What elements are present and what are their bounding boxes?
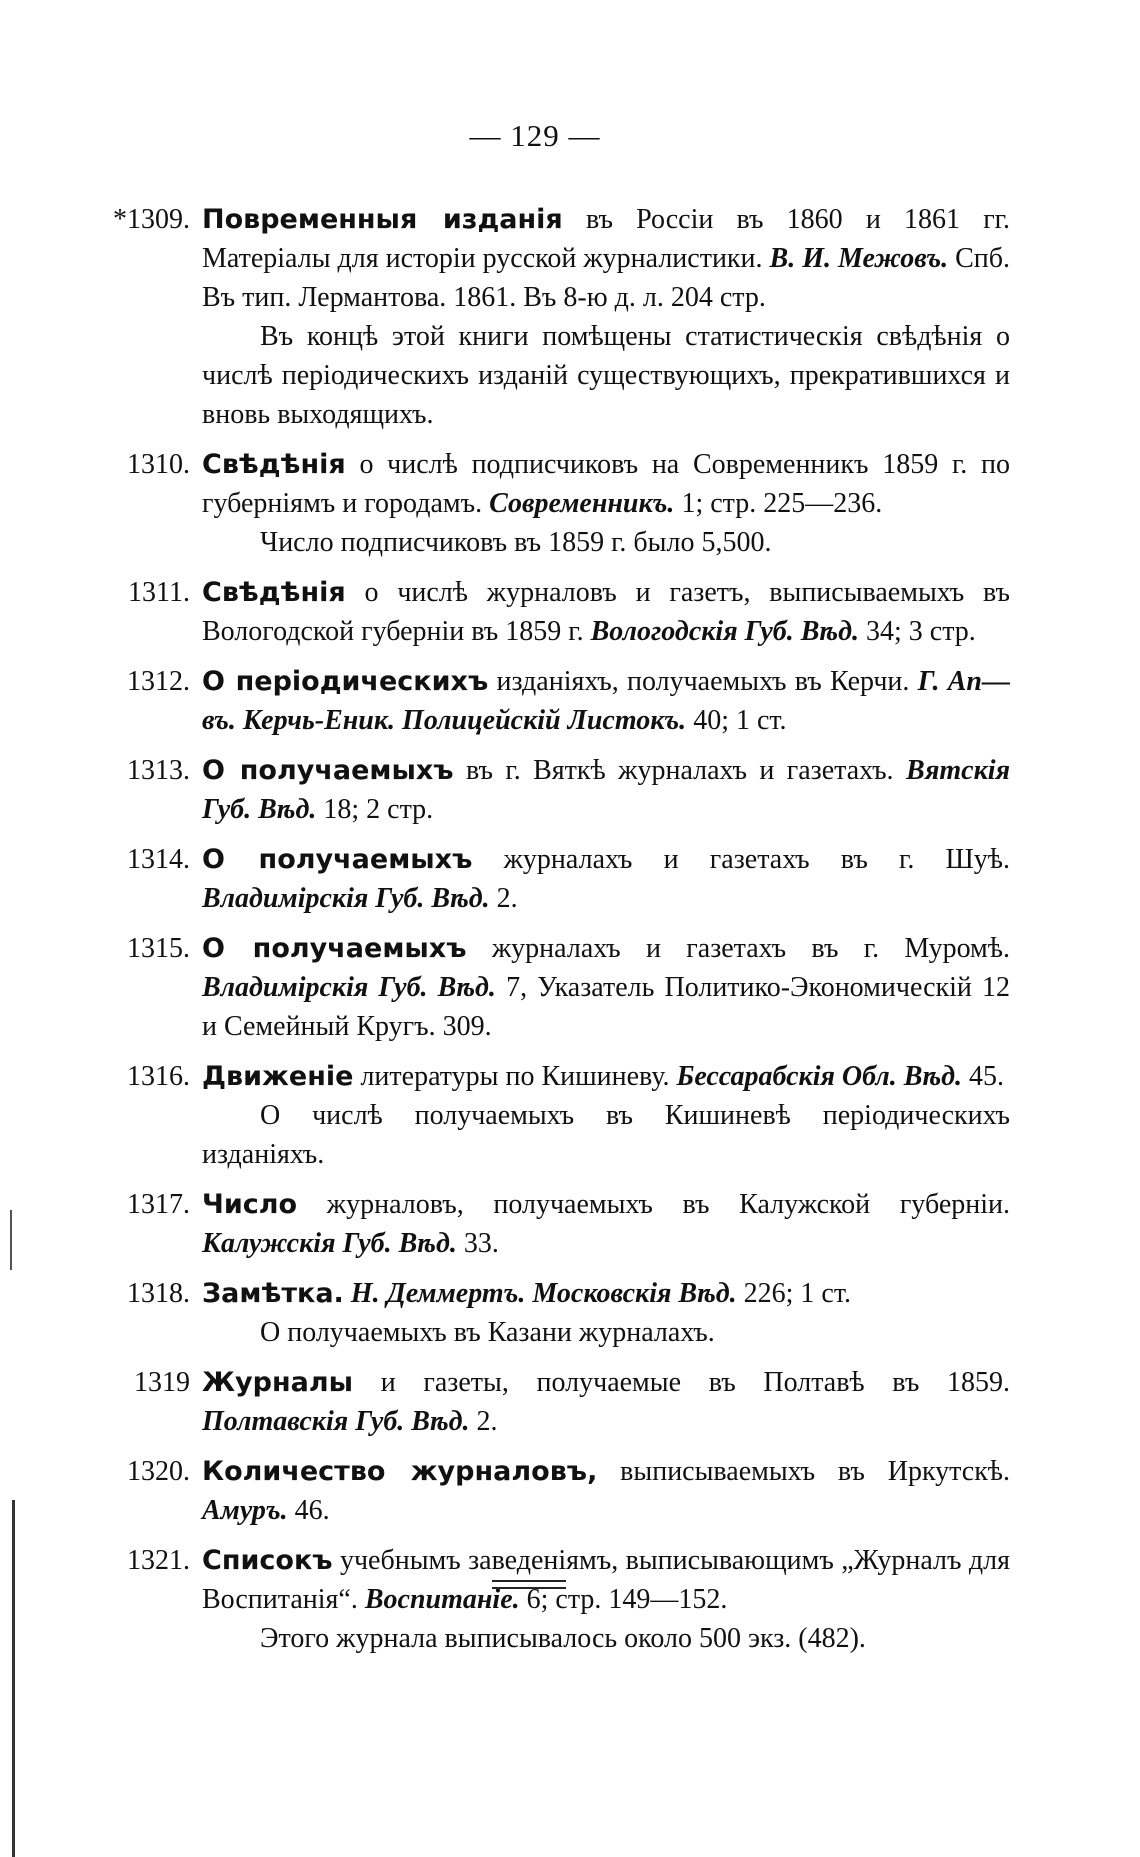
entry-text [202, 1452, 1010, 1530]
entry-number: *1309. [113, 204, 190, 235]
entry-details: 1; стр. 225—236. [674, 488, 883, 519]
bibliography-entry [60, 1363, 1010, 1441]
entry-source: Калужскія Губ. Вѣд. [202, 1228, 457, 1259]
bibliography-entry [60, 445, 1010, 562]
entry-number: 1320. [127, 1456, 190, 1487]
page-number: — 129 — [469, 118, 601, 153]
entry-note: О числѣ получаемыхъ въ Кишиневѣ періодическихъ изданіяхъ. [202, 1100, 1010, 1170]
entry-source: Г. Ап—въ. Керчь-Еник. Полицейскій Листокъ. [202, 666, 1010, 736]
entry-heading: Журналы [202, 1367, 354, 1398]
entry-heading: О получаемыхъ [202, 933, 467, 964]
entry-details: 6; стр. 149—152. [519, 1584, 728, 1615]
entry-heading: Повременныя изданія [202, 204, 563, 235]
entry-text [202, 1363, 1010, 1441]
entry-description: выписываемыхъ въ Иркутскѣ. [597, 1456, 1010, 1487]
entry-source: Амуръ. [202, 1495, 288, 1526]
entry-heading: Свѣдѣнія [202, 577, 346, 608]
entry-source: Вологодскія Губ. Вѣд. [590, 616, 859, 647]
bibliography-entry [60, 929, 1010, 1046]
entry-number: 1318. [127, 1278, 190, 1309]
entry-details: 2. [489, 883, 518, 914]
bibliography-list [60, 200, 1010, 1658]
entry-source: Вятскія Губ. Вѣд. [202, 755, 1010, 825]
bibliography-entry [60, 751, 1010, 829]
entry-details: 2. [469, 1406, 498, 1437]
entry-description: о числѣ журналовъ и газетъ, выписываемыхъ въ Вологодской губерніи въ 1859 г. [202, 577, 1010, 647]
entry-details: 18; 2 стр. [316, 794, 434, 825]
entry-text [202, 751, 1010, 829]
entry-description: и газеты, получаемые въ Полтавѣ въ 1859. [353, 1367, 1010, 1398]
entry-heading: Замѣтка. [202, 1278, 344, 1309]
entry-heading: Списокъ [202, 1545, 333, 1576]
bibliography-entry [60, 840, 1010, 918]
entry-details: 33. [456, 1228, 499, 1259]
entry-text [202, 1057, 1010, 1174]
entry-description: журналахъ и газетахъ въ г. Муромѣ. [466, 933, 1010, 964]
entry-text [202, 200, 1010, 434]
entry-number: 1316. [127, 1061, 190, 1092]
entry-heading: О періодическихъ [202, 666, 489, 697]
entry-description: о числѣ подписчиковъ на Современникъ 1859 г. по губерніямъ и городамъ. [202, 449, 1010, 519]
entry-text [202, 840, 1010, 918]
entry-source: Н. Деммертъ. Московскія Вѣд. [350, 1278, 737, 1309]
entry-number: 1319 [134, 1367, 190, 1398]
bibliography-entry [60, 1185, 1010, 1263]
entry-heading: Число [202, 1189, 298, 1220]
entry-description: журналахъ и газетахъ въ г. Шуѣ. [472, 844, 1010, 875]
entry-text [202, 573, 1010, 651]
entry-number: 1317. [127, 1189, 190, 1220]
entry-number: 1313. [127, 755, 190, 786]
entry-source: Владимірскія Губ. Вѣд. [202, 972, 496, 1003]
entry-text [202, 1185, 1010, 1263]
entry-heading: О получаемыхъ [202, 844, 473, 875]
entry-text [202, 1274, 1010, 1352]
entry-details: 45. [962, 1061, 1005, 1092]
entry-details: 40; 1 ст. [686, 705, 787, 736]
bibliography-entry [60, 1452, 1010, 1530]
entry-source: В. И. Межовъ. [769, 243, 949, 274]
entry-description: учебнымъ заведеніямъ, выписывающимъ „Журналъ для Воспитанія“. [202, 1545, 1010, 1615]
entry-text [202, 929, 1010, 1046]
entry-number: 1315. [127, 933, 190, 964]
scan-edge-line [12, 1500, 15, 1857]
entry-number: 1310. [127, 449, 190, 480]
bibliography-entry [60, 573, 1010, 651]
bibliography-entry [60, 200, 1010, 434]
entry-note: О получаемыхъ въ Казани журналахъ. [260, 1317, 715, 1348]
entry-description [344, 1278, 351, 1309]
entry-text [202, 445, 1010, 562]
entry-description: журналовъ, получаемыхъ въ Калужской губерніи. [297, 1189, 1010, 1220]
entry-description: въ г. Вяткѣ журналахъ и газетахъ. [453, 755, 906, 786]
entry-note: Этого журнала выписывалось около 500 экз. (482). [260, 1623, 866, 1654]
entry-number: 1312. [127, 666, 190, 697]
entry-description: литературы по Кишиневу. [353, 1061, 677, 1092]
entry-source: Воспитаніе. [364, 1584, 520, 1615]
entry-note: Число подписчиковъ въ 1859 г. было 5,500. [260, 527, 772, 558]
entry-source: Владимірскія Губ. Вѣд. [202, 883, 490, 914]
entry-text [202, 1541, 1010, 1658]
entry-details: 46. [287, 1495, 330, 1526]
entry-details: 7, Указатель Политико-Экономическій 12 и Семейный Кругъ. 309. [202, 972, 1010, 1042]
entry-details: Спб. Въ тип. Лермантова. 1861. Въ 8-ю д. л. 204 стр. [202, 243, 1011, 313]
entry-number: 1311. [128, 577, 190, 608]
entry-description: въ Россіи въ 1860 и 1861 гг. Матеріалы для исторіи русской журналистики. [202, 204, 1011, 274]
entry-heading: Движеніе [202, 1061, 354, 1092]
bibliography-entry [60, 1057, 1010, 1174]
entry-number: 1314. [127, 844, 190, 875]
scan-edge-mark [10, 1210, 12, 1270]
bibliography-entry [60, 1541, 1010, 1658]
entry-source: Бессарабскія Обл. Вѣд. [676, 1061, 963, 1092]
bibliography-entry [60, 662, 1010, 740]
entry-details: 226; 1 ст. [736, 1278, 851, 1309]
entry-source: Полтавскія Губ. Вѣд. [202, 1406, 470, 1437]
entry-heading: Свѣдѣнія [202, 449, 346, 480]
bibliography-entry [60, 1274, 1010, 1352]
end-rule [492, 1580, 566, 1582]
entry-number: 1321. [127, 1545, 190, 1576]
entry-heading: О получаемыхъ [202, 755, 454, 786]
entry-source: Современникъ. [489, 488, 675, 519]
entry-description: изданіяхъ, получаемыхъ въ Керчи. [488, 666, 918, 697]
entry-note: Въ концѣ этой книги помѣщены статистическія свѣдѣнія о числѣ періодическихъ изданій существующихъ, прекратившихся и вновь выходящихъ. [202, 321, 1010, 430]
entry-heading: Количество журналовъ, [202, 1456, 598, 1487]
entry-text [202, 662, 1010, 740]
entry-details: 34; 3 стр. [859, 616, 976, 647]
